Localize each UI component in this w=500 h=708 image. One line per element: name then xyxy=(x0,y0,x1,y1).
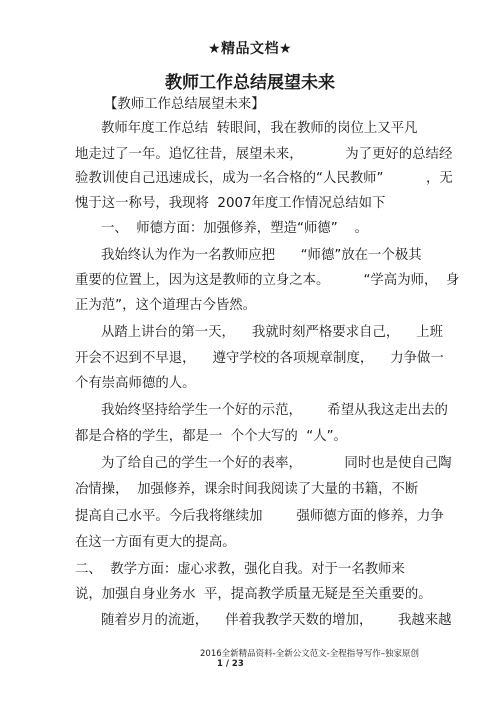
body-line: 随着岁月的流逝， 伴着我教学天数的增加， 我越来越 xyxy=(101,613,452,628)
document-title: 教师工作总结展望未来 xyxy=(165,73,335,93)
body-line: 冶情操， 加强修养，课余时间我阅读了大量的书籍，不断 xyxy=(75,482,419,497)
body-line: 正为范”，这个道理古今皆然。 xyxy=(75,298,257,313)
footer-note: 2016全新精品资料-全新公文范文-全程指导写作–独家原创 xyxy=(200,649,420,659)
section-heading: 一、 师德方面：加强修养，塑造“师德” 。 xyxy=(101,221,369,236)
body-line: 地走过了一年。追忆往昔，展望未来， 为了更好的总结经 xyxy=(75,147,453,162)
page-number: 1 / 23 xyxy=(217,659,244,669)
body-line: 愧于这一称号，我现将 2007年度工作情况总结如下 xyxy=(75,196,386,211)
body-line: 重要的位置上，因为这是教师的立身之本。 “学高为师， 身 xyxy=(75,273,460,288)
body-line: 教师年度工作总结 转眼间，我在教师的岗位上又平凡 xyxy=(101,121,418,136)
body-line: 开会不迟到不早退， 遵守学校的各项规章制度， 力争做一 xyxy=(75,351,444,366)
body-line: 我始终认为作为一名教师应把 “师德”放在一个极其 xyxy=(101,248,422,263)
header-mark: ★精品文档★ xyxy=(207,41,293,57)
body-line: 从踏上讲台的第一天， 我就时刻严格要求自己， 上班 xyxy=(101,325,444,340)
body-line: 个有崇高师德的人。 xyxy=(75,376,196,391)
body-line: 【教师工作总结展望未来】 xyxy=(104,97,265,112)
body-line: 都是合格的学生，都是一 个个大写的 “人”。 xyxy=(75,429,347,444)
body-line: 说，加强自身业务水 平，提高教学质量无疑是至关重要的。 xyxy=(75,587,432,602)
body-line: 验教训使自己迅速成长，成为一名合格的“人民教师” ，无 xyxy=(75,171,453,186)
body-line: 为了给自己的学生一个好的表率， 同时也是使自己陶 xyxy=(101,456,452,471)
body-line: 我始终坚持给学生一个好的示范， 希望从我这走出去的 xyxy=(101,403,448,418)
section-heading: 二、 教学方面：虚心求教，强化自我。对于一名教师来 xyxy=(75,562,405,577)
body-line: 在这一方面有更大的提高。 xyxy=(75,535,236,550)
body-line: 提高自己水平。今后我将继续加 强师德方面的修养，力争 xyxy=(75,509,444,524)
